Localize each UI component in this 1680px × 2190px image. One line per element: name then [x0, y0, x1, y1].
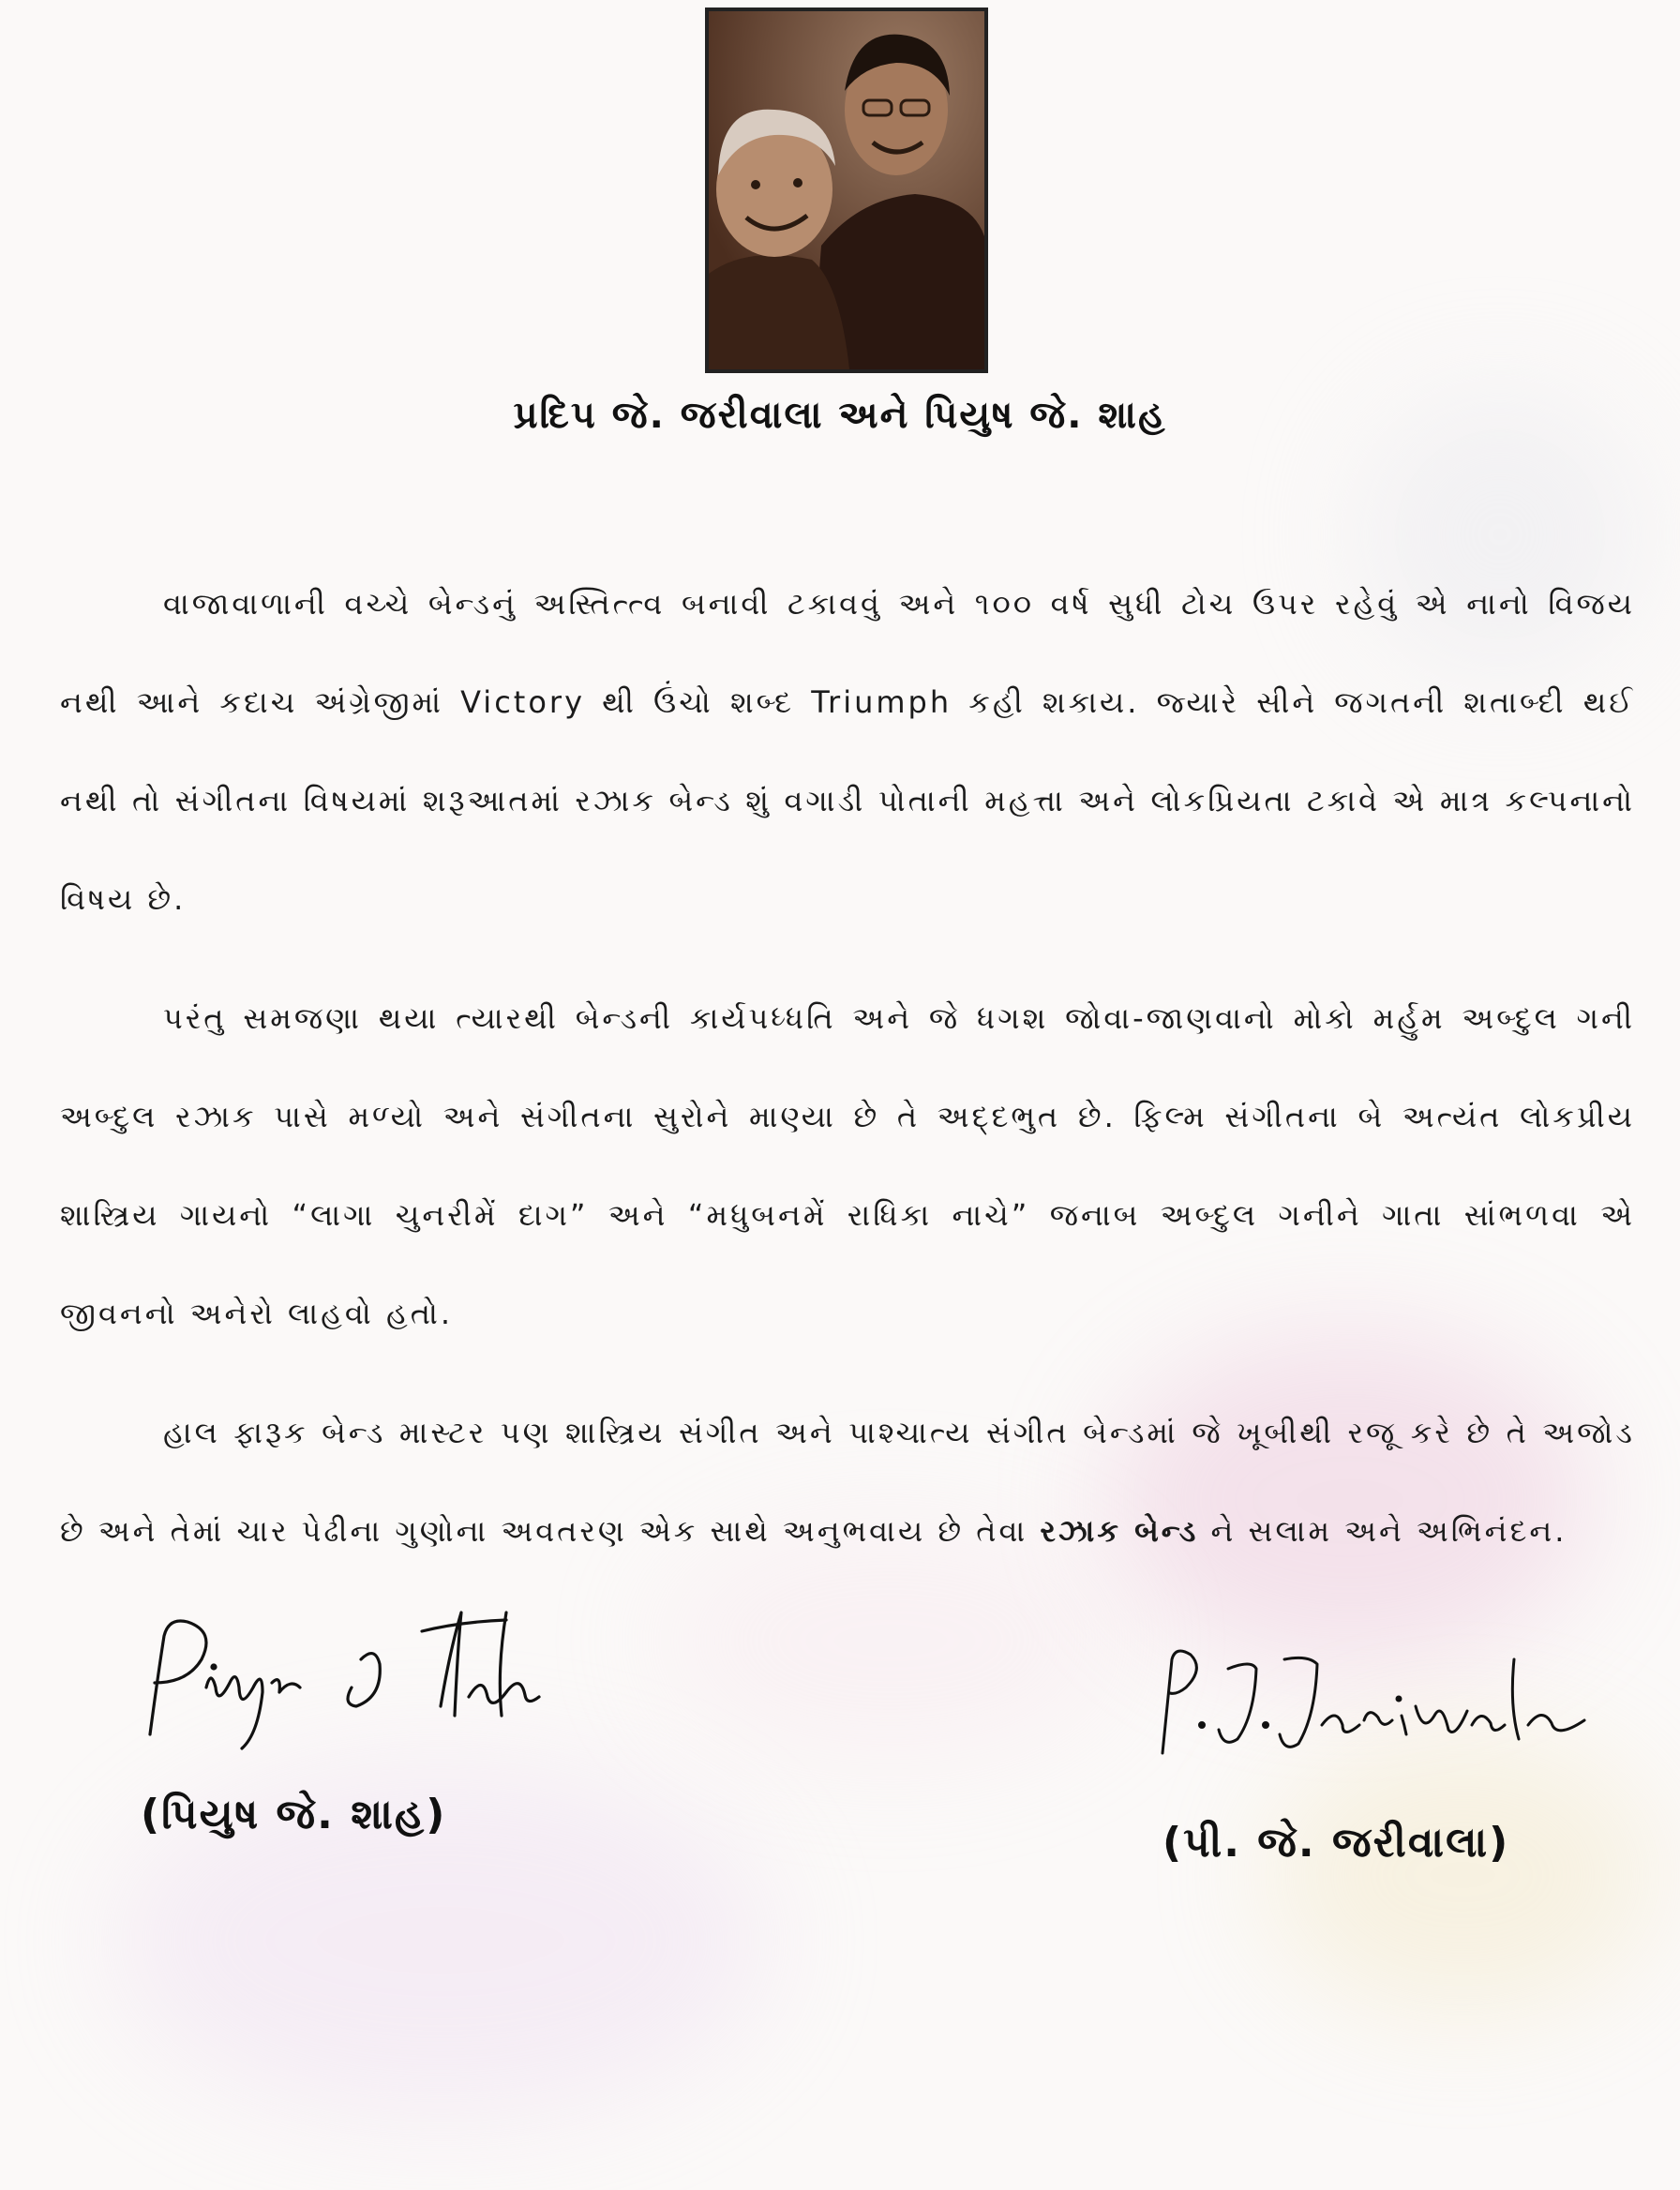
signatory-name-right: (પી. જે. જરીવાલા): [1162, 1819, 1510, 1867]
band-name-bold: રઝાક બેન્ડ: [1040, 1513, 1199, 1549]
portrait-illustration: [709, 11, 984, 369]
paragraph-1: વાજાવાળાની વચ્ચે બેન્ડનું અસ્તિત્ત્વ બનાવી ટકાવવું અને ૧૦૦ વર્ષ સુધી ટોચ ઉપર રહેવું એ નાનો વિજય નથી આને કદાચ અંગ્રેજીમાં Victory થી ઉંચો શબ્દ Triumph કહી શકાય. જ્યારે સીને જગતની શતાબ્દી થઈ નથી તો સંગીતના વિષયમાં શરૂઆતમાં રઝાક બેન્ડ શું વગાડી પોતાની મહત્તા અને લોકપ્રિયતા ટકાવે એ માત્ર કલ્પનાનો વિષય છે.: [60, 586, 1635, 917]
paragraph-2: પરંતુ સમજણા થયા ત્યારથી બેન્ડની કાર્યપધ્ધતિ અને જે ધગશ જોવા-જાણવાનો મોકો મર્હુમ અબ્દુલ ગની અબ્દુલ રઝાક પાસે મળ્યો અને સંગીતના સુરોને માણ્યા છે તે અદ્દભુત છે. ફિલ્મ સંગીતના બે અત્યંત લોકપ્રીય શાસ્ત્રિય ગાયનો “લાગા ચુનરીમેં દાગ” અને “મધુબનમેં રાધિકા નાચે” જનાબ અબ્દુલ ગનીને ગાતા સાંભળવા એ જીવનનો અનેરો લાહવો હતો.: [60, 1000, 1635, 1331]
handwritten-signature-right: [1144, 1631, 1612, 1781]
paragraph-3-text-after: ને સલામ અને અભિનંદન.: [1198, 1513, 1568, 1549]
portrait-photo: [705, 8, 988, 373]
page-title: પ્રદિપ જે. જરીવાલા અને પિયુષ જે. શાહ: [513, 394, 1167, 437]
paragraph-3: [60, 1384, 1635, 1581]
paragraph-3-text-before: હાલ ફારૂક બેન્ડ માસ્ટર પણ શાસ્ત્રિય સંગીત અને પાશ્ચાત્ય સંગીત બેન્ડમાં જે ખૂબીથી રજૂ કરે છે તે અજોડ છે અને તેમાં ચાર પેઢીના ગુણોના અવતરણ એક સાથે અનુભવાય છે તેવા: [60, 1415, 1635, 1549]
signatory-name-left: (પિયુષ જે. શાહ): [141, 1791, 447, 1838]
signature-piyush-shah: [112, 1594, 600, 1766]
signature-pj-jariwala: [1144, 1631, 1612, 1785]
handwritten-signature-left: [112, 1594, 600, 1762]
